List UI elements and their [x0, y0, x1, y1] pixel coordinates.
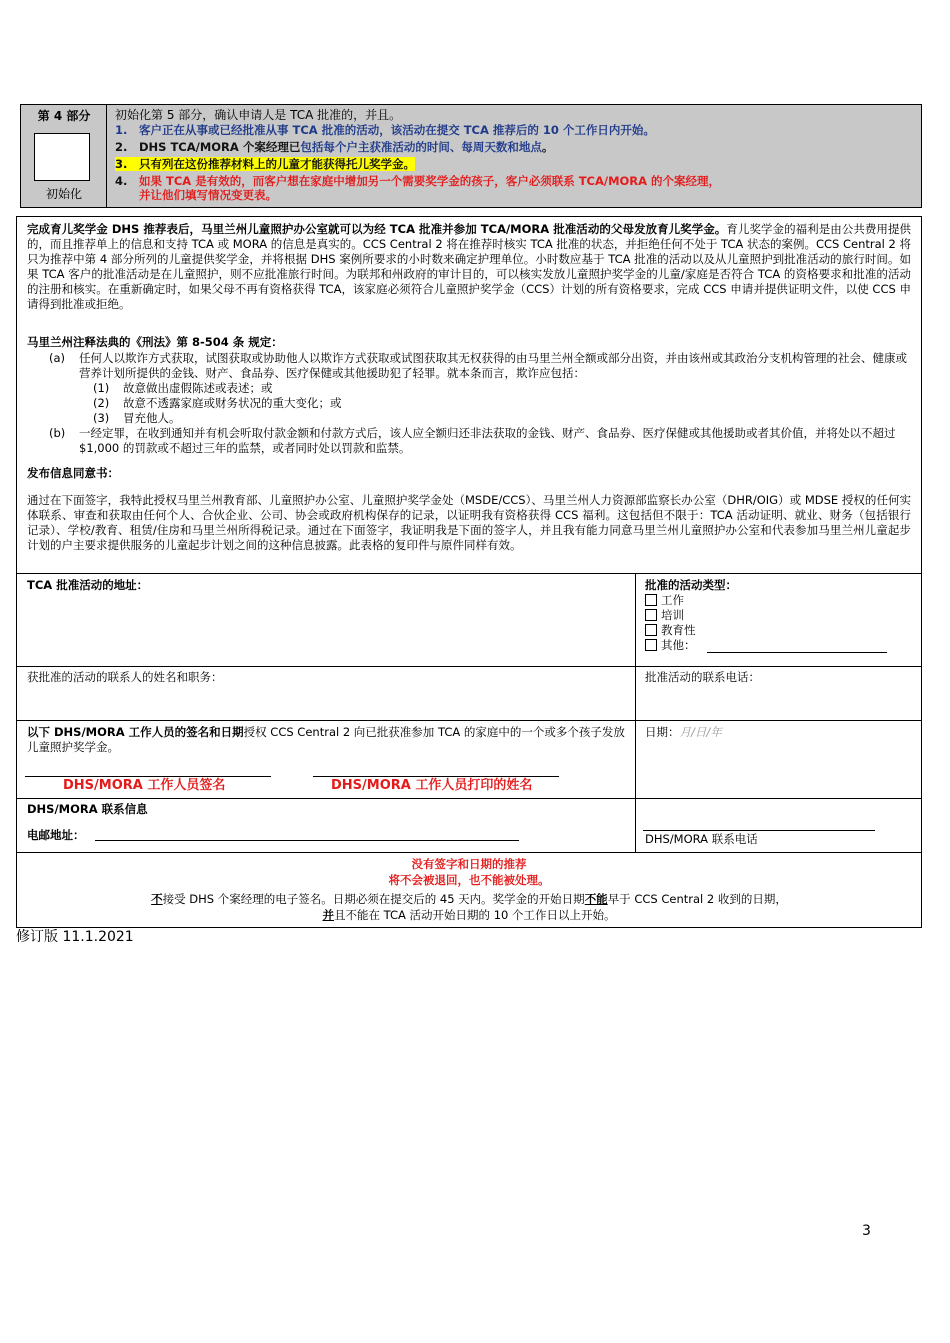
law-clause-b: (b) 一经定罪，在收到通知并有机会听取付款金额和付款方式后，该人应全额归还非法获取的金钱、财产、食品券、医疗保健或其他援助或者其价值，并将处以不超过 $1,000 的罚款或不超过三年的监禁，或者同时处以罚款和监禁。	[49, 426, 896, 455]
date-field[interactable]: 日期：月/日/年	[645, 725, 722, 739]
staff-print-name-label: DHS/MORA 工作人员打印的姓名	[331, 778, 533, 793]
staff-print-name-line[interactable]	[313, 776, 559, 777]
checkbox-work[interactable]: 工作	[645, 593, 684, 608]
law-sub-1: (1) 故意做出虚假陈述或表述；或	[93, 381, 273, 395]
section-5-body	[16, 216, 922, 928]
note-line-2: 并且不能在 TCA 活动开始日期的 10 个工作日以上开始。	[322, 908, 616, 922]
warning-line-2: 将不会被退回，也不能被处理。	[388, 873, 550, 887]
email-line[interactable]	[95, 840, 519, 841]
section-4-item-4: 4. 如果 TCA 是有效的，而客户想在家庭中增加另一个需要奖学金的孩子，客户必须联系 TCA/MORA 的个案经理， 并让他们填写情况变更表。	[115, 174, 721, 202]
law-sub-2: (2) 故意不透露家庭或财务状况的重大变化；或	[93, 396, 342, 410]
law-clause-a: (a) 任何人以欺诈方式获取，试图获取或协助他人以欺诈方式获取或试图获取其无权获得的由马里兰州全额或部分出资，并由该州或其政治分支机构管理的社会、健康或营养计划所提供的金钱、财产、食品券、医疗保健或其他援助犯了轻罪。就本条而言，欺诈应包括： (1) 故意做出虚假陈述或表述；或 (2) 故意不透露家庭或财务状况的重大变化；或 (3) 冒充他人。 (b) 一经定罪，在收到通知并有机会听取付款金额和付款方式后，该人应全额归还非法获取的金钱、财产、食品券、医疗保健或其他援助或者其价值，并将处以不超过 $1,000 的罚款或不超过三年的监禁，或者同时处以罚款和监禁。	[27, 351, 911, 456]
scholarship-paragraph: 完成育儿奖学金 DHS 推荐表后，马里兰州儿童照护办公室就可以为经 TCA 批准并参加 TCA/MORA 批准活动的父母发放育儿奖学金。育儿奖学金的福利是由公共费用提供的，而且推荐单上的信息和支持 TCA 或 MORA 的信息是真实的。CCS Central 2 将在推荐时核实 TCA 批准的状态，并拒绝任何不处于 TCA 状态的案例。CCS Central 2 将只为推荐中第 4 部分所列的儿童提供奖学金，并将根据 DHS 案例所要求的小时数来确定护理单位。小时数应基于 TCA 批准的活动以及从儿童照护到批准活动的旅行时间。如果 TCA 客户的批准活动是在儿童照护，则不应批准旅行时间。为联邦和州政府的审计目的，可以核实发放儿童照护奖学金的儿童/家庭是否符合 TCA 的资格要求和批准的活动的注册和核实。在重新确定时，如果父母不再有资格获得 TCA，该家庭必须符合儿童照护奖学金（CCS）计划的所有资格要求，完成 CCS 申请并提供证明文件，以使 CCS 申请得到批准或拒绝。	[27, 222, 912, 311]
section-4-item-1: 1. 客户正在从事或已经批准从事 TCA 批准的活动，该活动在提交 TCA 推荐后的 10 个工作日内开始。	[115, 123, 655, 137]
activity-form-grid	[17, 573, 921, 927]
law-heading: 马里兰州注释法典的《刑法》第 8-504 条 规定：	[27, 335, 283, 349]
initials-box[interactable]	[34, 133, 90, 181]
section-4-item-2: 2. DHS TCA/MORA 个案经理已包括每个户主获准活动的时间、每周天数和地点。	[115, 140, 554, 154]
activity-address-label: TCA 批准活动的地址：	[27, 578, 149, 592]
section-4-header	[20, 104, 922, 208]
consent-paragraph: 通过在下面签字，我特此授权马里兰州教育部、儿童照护办公室、儿童照护奖学金处（MSDE/CCS）、马里兰州人力资源部监察长办公室（DHR/OIG）或 MDSE 授权的任何实体联系、审查和获取由任何个人、合伙企业、公司、协会或政府机构保存的记录，以证明我有资格获得 CCS 福利。这包括但不限于：TCA 活动证明、就业、财务（包括银行记录）、学校/教育、租赁/住房和马里兰州所得税记录。通过在下面签字，我证明我是下面的签字人，并且我有能力同意马里兰州儿童照护办公室和代表参加马里兰州儿童起步计划的户主要求提供服务的儿童起步计划之间的这种信息披露。此表格的复印件与原件同样有效。	[27, 493, 911, 552]
checkbox-education[interactable]: 教育性	[645, 623, 696, 638]
section-4-intro: 初始化第 5 部分，确认申请人是 TCA 批准的，并且。	[115, 108, 402, 122]
staff-signature-line[interactable]	[25, 776, 271, 777]
staff-signature-label: DHS/MORA 工作人员签名	[63, 778, 226, 793]
other-activity-line[interactable]	[707, 652, 887, 653]
revision-label: 修订版 11.1.2021	[16, 929, 134, 945]
checkbox-training[interactable]: 培训	[645, 608, 684, 623]
authorization-text: 以下 DHS/MORA 工作人员的签名和日期授权 CCS Central 2 向已批获准参加 TCA 的家庭中的一个或多个孩子发放儿童照护奖学金。	[27, 725, 625, 754]
page-number: 3	[862, 1223, 871, 1239]
consent-heading: 发布信息同意书：	[27, 466, 119, 480]
section-4-title: 第 4 部分	[37, 109, 91, 123]
email-label: 电邮地址：	[27, 828, 85, 842]
contact-phone-caption: DHS/MORA 联系电话	[645, 832, 758, 846]
contact-name-label: 获批准的活动的联系人的姓名和职务：	[27, 670, 223, 684]
section-4-item-3: 3. 只有列在这份推荐材料上的儿童才能获得托儿奖学金。	[115, 157, 415, 171]
warning-line-1: 没有签字和日期的推荐	[411, 857, 527, 871]
section-4-label-cell	[21, 105, 107, 207]
contact-info-label: DHS/MORA 联系信息	[27, 802, 148, 816]
activity-type-label: 批准的活动类型：	[645, 578, 737, 592]
law-sub-3: (3) 冒充他人。	[93, 411, 181, 425]
initials-label: 初始化	[45, 187, 82, 201]
contact-phone-label: 批准活动的联系电话：	[645, 670, 760, 684]
contact-phone-line[interactable]	[643, 830, 875, 831]
checkbox-other[interactable]: 其他：	[645, 638, 696, 653]
section-4-content	[107, 105, 921, 207]
note-line-1: 不接受 DHS 个案经理的电子签名。日期必须在提交后的 45 天内。奖学金的开始日期不能早于 CCS Central 2 收到的日期，	[151, 892, 787, 906]
